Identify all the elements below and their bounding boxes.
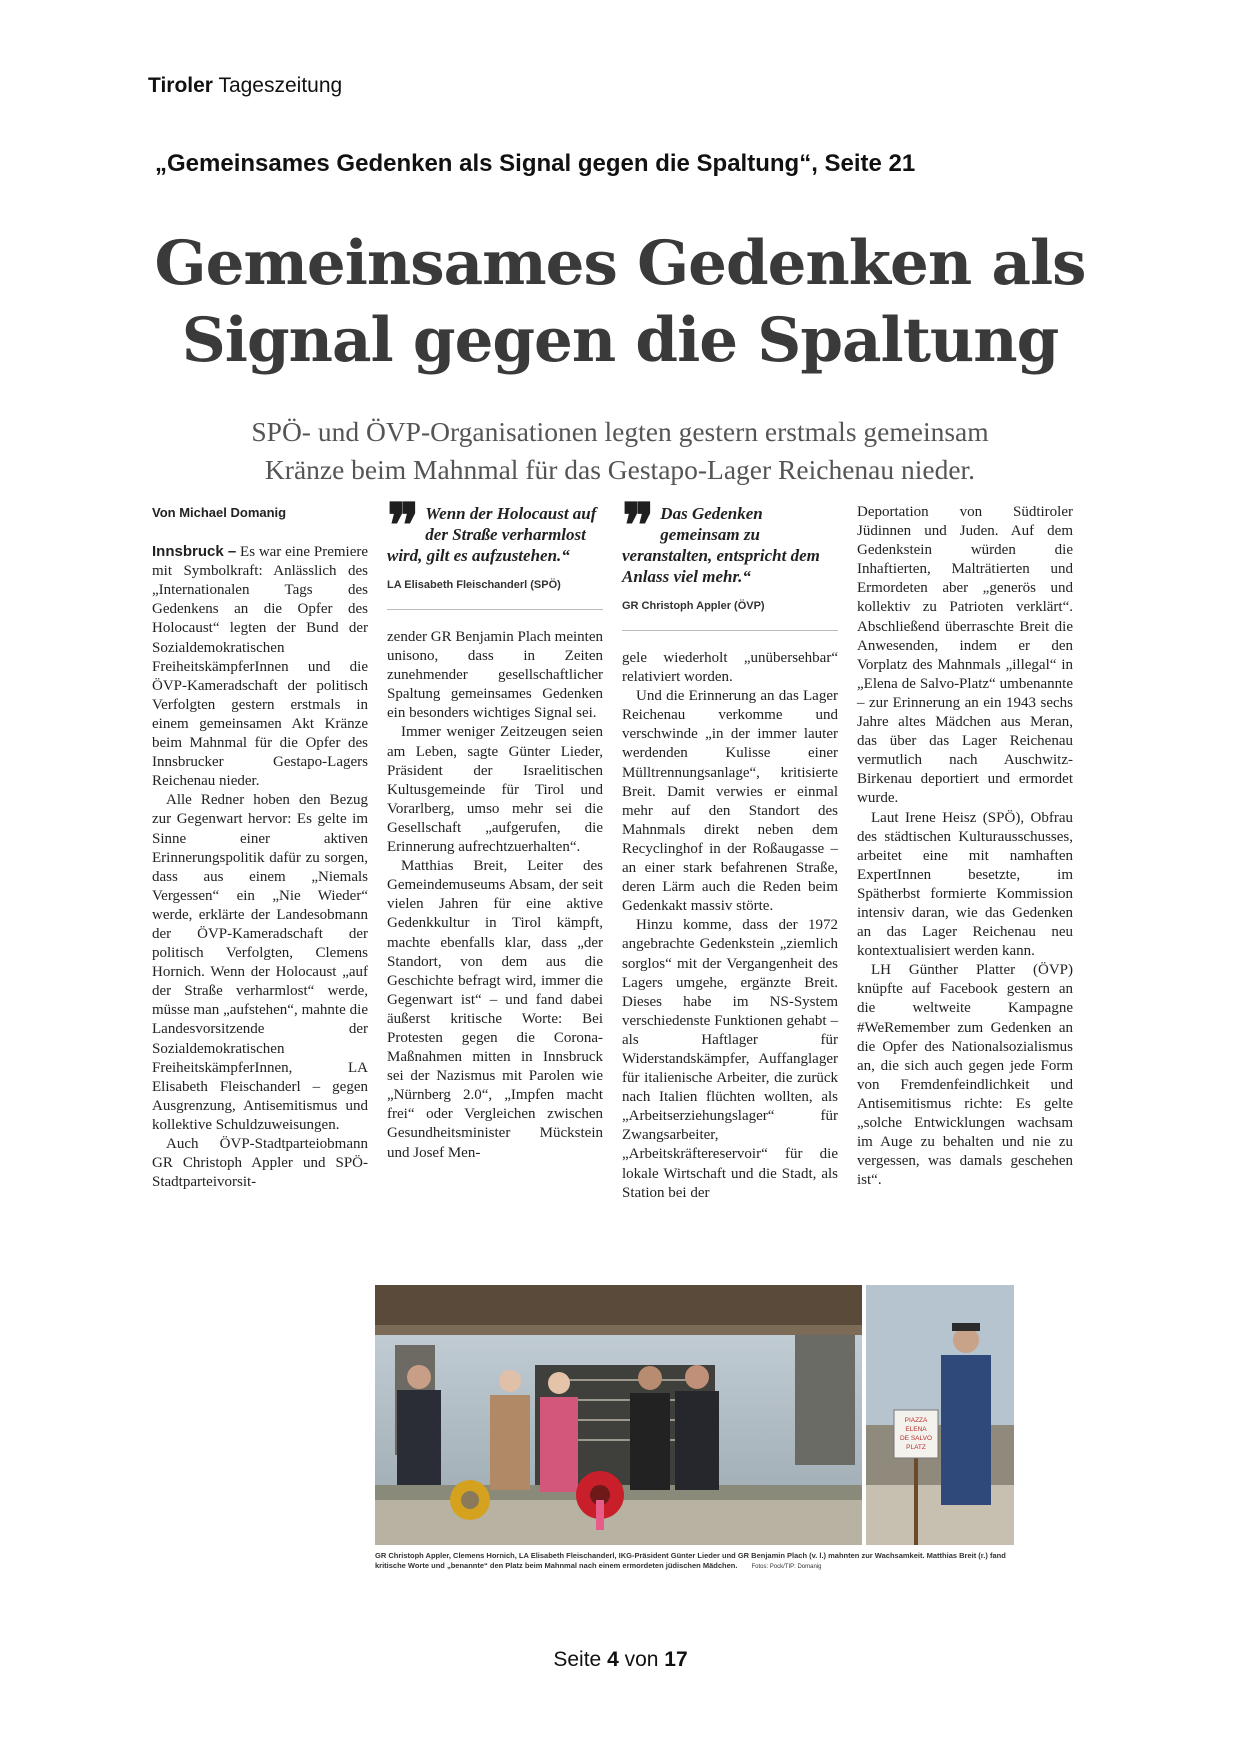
byline: Von Michael Domanig bbox=[152, 505, 287, 520]
column-2 bbox=[387, 491, 603, 1163]
paragraph: Laut Irene Heisz (SPÖ), Obfrau des städtischen Kulturausschusses, arbeitet eine mit namhaften ExpertInnen besetzte, im Spätherbst formierte Kommission intensiv daran, wie das Gedenken an das Lager Reichenau neu kontextualisiert werden kann. bbox=[857, 809, 1073, 960]
column-4 bbox=[857, 503, 1073, 1190]
article-title bbox=[150, 225, 1090, 379]
paragraph: Hinzu komme, dass der 1972 angebrachte Gedenkstein „ziemlich sorglos“ mit der Vergangenheit des Lagers umgehe, ergänzte Breit. Dieses habe im NS-System verschiedenste Funktionen gehabt – als Haftlager für Widerstandskämpfer, Auffanglager für italienische Arbeiter, die zurück nach Italien flüchten wollten, als „Arbeitserziehungslager“ für Zwangsarbeiter, „Arbeitskräftereservoir“ für die lokale Wirtschaft und die Stadt, als Station bei der bbox=[622, 917, 838, 1201]
article-subtitle-line-2: Kränze beim Mahnmal für das Gestapo-Lager Reichenau nieder. bbox=[264, 454, 976, 485]
pull-quote-attribution: GR Christoph Appler (ÖVP) bbox=[622, 600, 765, 612]
page-footer: Seite 4 von 17 bbox=[553, 1648, 688, 1671]
photo-caption: GR Christoph Appler, Clemens Hornich, LA Elisabeth Fleischanderl, IKG-Präsident Günter Lieder und GR Benjamin Plach (v. l.) mahnten zur Wachsamkeit. Matthias Breit (r.) fand kritische Worte und „benannte“ den Platz beim Mahnmal nach einem ermordeten jüdischen Mädchen. Fotos: Pock/TIP: Domanig bbox=[375, 1551, 1006, 1570]
paragraph: Immer weniger Zeitzeugen seien am Leben, sagte Günter Lieder, Präsident der Israelitischen Kultusgemeinde für Tirol und Vorarlberg, umso mehr sei die Gesellschaft „aufgerufen, die Erinnerung aufrechtzuerhalten“. bbox=[387, 724, 603, 856]
pull-quote-1 bbox=[387, 491, 603, 610]
photo-credit: Fotos: Pock/TIP: Domanig bbox=[751, 1564, 822, 1570]
quote-mark-icon: ❞ bbox=[387, 491, 420, 561]
article-title-line-2: Signal gegen die Spaltung bbox=[181, 305, 1059, 376]
paragraph: zender GR Benjamin Plach meinten unisono, dass in Zeiten zunehmender gesellschaftlicher Spaltung gemeinsames Gedenken ein besonders wichtiges Signal sei. bbox=[387, 629, 603, 722]
divider bbox=[622, 630, 838, 631]
sign-text: PIAZZA bbox=[904, 1417, 928, 1424]
dateline: Innsbruck – bbox=[152, 543, 237, 561]
divider bbox=[387, 609, 603, 610]
pull-quote-text: Wenn der Holocaust auf der Straße verharmlost wird, gilt es aufzustehen.“ bbox=[387, 504, 597, 565]
page-total: 17 bbox=[664, 1648, 688, 1671]
paragraph: gele wiederholt „unübersehbar“ relativiert worden. bbox=[622, 650, 838, 686]
pull-quote-text: Das Gedenken gemeinsam zu veranstalten, entspricht dem Anlass viel mehr.“ bbox=[622, 504, 820, 586]
page-number: 4 bbox=[607, 1648, 619, 1671]
article-subtitle-line-1: SPÖ- und ÖVP-Organisationen legten gestern erstmals gemeinsam bbox=[251, 416, 989, 447]
column-1 bbox=[152, 503, 368, 1192]
article-subtitle bbox=[150, 413, 1090, 489]
paragraph: Innsbruck – Es war eine Premiere mit Symbolkraft: Anlässlich des „Internationalen Tags des Gedenkens an die Opfer des Holocaust“ legten der Bund der Sozialdemokratischen FreiheitskämpferInnen und die ÖVP-Kameradschaft der politisch Verfolgten gestern erstmals in einem gemeinsamen Akt Kränze beim Mahnmal für die Opfer des Innsbrucker Gestapo-Lagers Reichenau nieder. bbox=[152, 543, 369, 790]
paragraph: LH Günther Platter (ÖVP) knüpfte auf Facebook gestern an die weltweite Kampagne #WeRemember zum Gedenken an die Opfer des Nationalsozialismus an, die sich auch gegen jede Form von Fremdenfeindlichkeit und Antisemitismus richte: Es gelte „solche Entwicklungen wachsam im Auge zu behalten und nie zu vergessen, was damals geschehen ist“. bbox=[857, 962, 1073, 1189]
sign-text: ELENA bbox=[905, 1426, 927, 1433]
pull-quote-attribution: LA Elisabeth Fleischanderl (SPÖ) bbox=[387, 579, 561, 591]
street-sign-image bbox=[866, 1285, 1014, 1545]
paragraph: Alle Redner hoben den Bezug zur Gegenwart hervor: Es gelte im Sinne einer aktiven Erinnerungspolitik dafür zu sorgen, dass aus einem „Niemals Vergessen“ ein „Nie Wieder“ werde, erklärte der Landesobmann der ÖVP-Kameradschaft der politisch Verfolgten, Clemens Hornich. Wenn der Holocaust „auf der Straße verharmlost“ werde, müsse man „aufstehen“, mahnte die Landesvorsitzende der Sozialdemokratischen FreiheitskämpferInnen, LA Elisabeth Fleischanderl – gegen Ausgrenzung, Antisemitismus und kollektive Schuldzuweisungen. bbox=[152, 792, 368, 1133]
paragraph: Deportation von Südtiroler Jüdinnen und Juden. Auf dem Gedenkstein würden die Inhaftierten, Malträtierten und Ermordeten aber „generös und kollektiv zu Patrioten verklärt“. Abschließend überraschte Breit die Anwesenden, indem er den Vorplatz des Mahnmals „illegal“ in „Elena de Salvo-Platz“ umbenannte – zur Erinnerung an ein 1943 sechs Jahre altes Mädchen aus Meran, das über das Lager Reichenau vermutlich nach Auschwitz-Birkenau deportiert und ermordet wurde. bbox=[857, 504, 1073, 807]
newspaper-clipping bbox=[150, 225, 1090, 1585]
paragraph: Auch ÖVP-Stadtparteiobmann GR Christoph Appler und SPÖ-Stadtparteivorsit- bbox=[152, 1136, 368, 1191]
sign-text: PLATZ bbox=[906, 1444, 926, 1451]
sign-text: DE SALVO bbox=[899, 1435, 933, 1442]
pull-quote-2 bbox=[622, 491, 838, 631]
street-sign-photo bbox=[866, 1285, 1014, 1545]
publication-name: Tiroler Tageszeitung bbox=[148, 74, 343, 97]
quote-mark-icon: ❞ bbox=[622, 491, 655, 561]
paragraph: Matthias Breit, Leiter des Gemeindemuseums Absam, der seit vielen Jahren für eine aktive Gedenkkultur in Tirol kämpft, machte ebenfalls klar, dass „der Standort, von dem aus die Geschichte befragt wird, immer die Gegenwart ist“ – und fand dabei äußerst kritische Worte: Bei Protesten gegen die Corona-Maßnahmen mitten in Innsbruck sei der Nazismus mit Parolen wie „Nürnberg 2.0“, „Impfen macht frei“ oder Vergleichen zwischen Gesundheitsminister Mückstein und Josef Men- bbox=[387, 858, 603, 1161]
group-photo bbox=[375, 1285, 862, 1545]
article-reference: „Gemeinsames Gedenken als Signal gegen die Spaltung“, Seite 21 bbox=[155, 150, 916, 177]
article-title-line-1: Gemeinsames Gedenken als bbox=[154, 228, 1086, 299]
paragraph: Und die Erinnerung an das Lager Reichenau verkomme und verschwinde „in der immer lauter werdenden Kulisse einer Mülltrennungsanlage“, kritisierte Breit. Damit verwies er einmal mehr auf den Standort des Mahnmals direkt neben dem Recyclinghof in der Roßaugasse – an einer stark befahrenen Straße, deren Lärm auch die Reden beim Gedenkakt massiv störte. bbox=[622, 688, 838, 915]
column-3 bbox=[622, 491, 838, 1203]
group-photo-image bbox=[375, 1285, 862, 1545]
